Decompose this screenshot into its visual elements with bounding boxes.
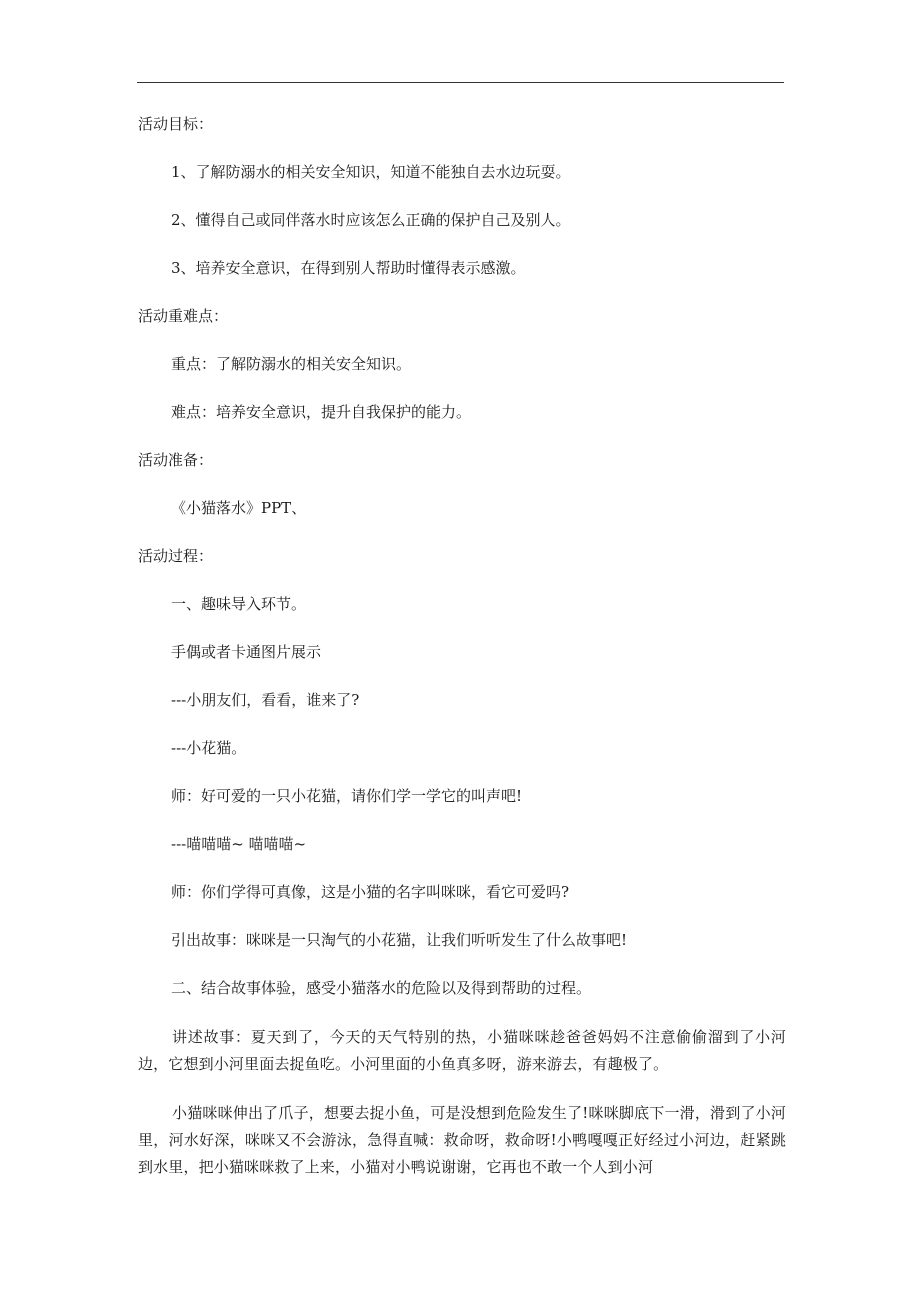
- process-line-6: ---喵喵喵~ 喵喵喵~: [171, 835, 307, 853]
- process-line-2: 手偶或者卡通图片展示: [171, 643, 322, 661]
- process-line-7: 师：你们学得可真像，这是小猫的名字叫咪咪，看它可爱吗?: [171, 883, 570, 901]
- process-line-8: 引出故事：咪咪是一只淘气的小花猫，让我们听听发生了什么故事吧!: [171, 931, 628, 949]
- keypoints-heading: 活动重难点：: [138, 307, 229, 325]
- process-step-1: 一、趣味导入环节。: [171, 595, 307, 613]
- prep-heading: 活动准备：: [138, 451, 214, 469]
- keypoint-text: 重点：了解防溺水的相关安全知识。: [171, 355, 412, 373]
- header-rule: [137, 82, 784, 83]
- process-line-5: 师：好可爱的一只小花猫，请你们学一学它的叫声吧!: [171, 787, 523, 805]
- process-line-3: ---小朋友们，看看，谁来了?: [171, 691, 360, 709]
- prep-text: 《小猫落水》PPT、: [171, 499, 307, 517]
- difficulty-text: 难点：培养安全意识，提升自我保护的能力。: [171, 403, 472, 421]
- goals-heading: 活动目标：: [138, 115, 214, 133]
- process-heading: 活动过程：: [138, 547, 214, 565]
- goal-item-2: 2、懂得自己或同伴落水时应该怎么正确的保护自己及别人。: [171, 211, 571, 229]
- goal-item-1: 1、了解防溺水的相关安全知识，知道不能独自去水边玩耍。: [171, 163, 571, 181]
- story-paragraph-1: 讲述故事：夏天到了，今天的天气特别的热，小猫咪咪趁爸爸妈妈不注意偷偷溜到了小河边，它想到小河里面去捉鱼吃。小河里面的小鱼真多呀，游来游去，有趣极了。: [138, 1028, 786, 1073]
- process-step-2: 二、结合故事体验，感受小猫落水的危险以及得到帮助的过程。: [171, 979, 592, 997]
- goal-item-3: 3、培养安全意识，在得到别人帮助时懂得表示感激。: [171, 259, 526, 277]
- process-line-4: ---小花猫。: [171, 739, 247, 757]
- story-paragraph-2: 小猫咪咪伸出了爪子，想要去捉小鱼，可是没想到危险发生了!咪咪脚底下一滑，滑到了小河里，河水好深，咪咪又不会游泳，急得直喊：救命呀，救命呀!小鸭嘎嘎正好经过小河边，赶紧跳到水里，把小猫咪咪救了上来，小猫对小鸭说谢谢，它再也不敢一个人到小河: [138, 1104, 786, 1176]
